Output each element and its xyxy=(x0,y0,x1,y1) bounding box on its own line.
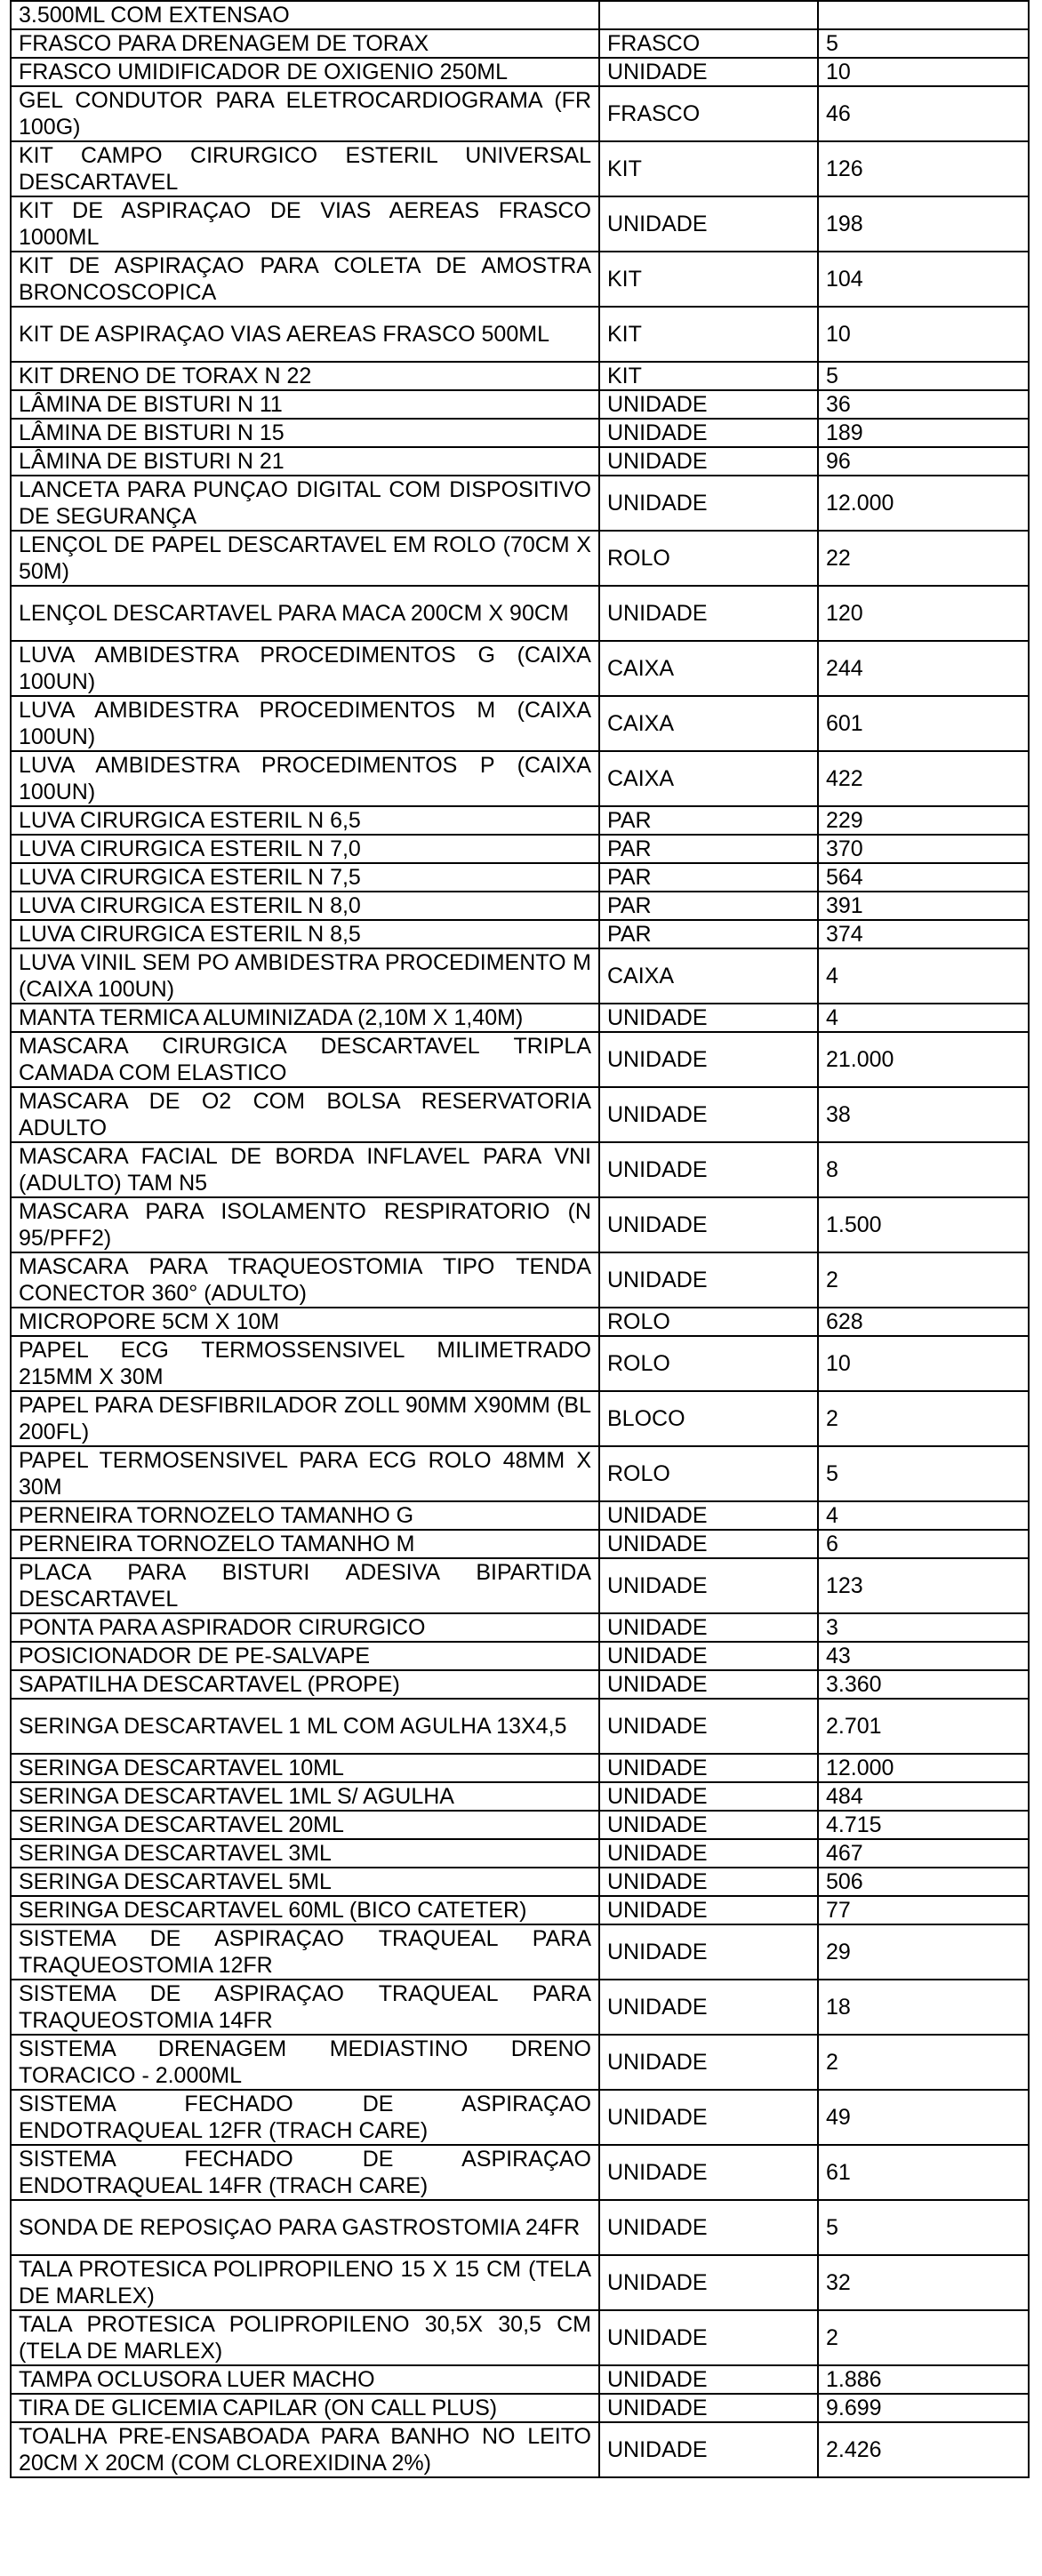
item-description-cell: MASCARA CIRURGICA DESCARTAVEL TRIPLA CAMADA COM ELASTICO xyxy=(11,1032,599,1087)
item-quantity-cell: 2 xyxy=(818,2035,1029,2090)
item-quantity-cell: 46 xyxy=(818,86,1029,141)
table-row xyxy=(11,476,1029,531)
item-description-cell: SERINGA DESCARTAVEL 3ML xyxy=(11,1839,599,1868)
item-unit-cell: KIT xyxy=(599,307,818,362)
item-description-cell: LUVA CIRURGICA ESTERIL N 7,0 xyxy=(11,835,599,863)
item-quantity-cell: 564 xyxy=(818,863,1029,892)
item-unit-cell: UNIDADE xyxy=(599,1087,818,1142)
item-quantity-cell: 5 xyxy=(818,362,1029,390)
item-unit-cell: UNIDADE xyxy=(599,1896,818,1924)
item-description-cell: SISTEMA DE ASPIRAÇAO TRAQUEAL PARA TRAQUEOSTOMIA 14FR xyxy=(11,1980,599,2035)
item-unit-cell: KIT xyxy=(599,141,818,196)
table-row xyxy=(11,696,1029,751)
table-row xyxy=(11,920,1029,948)
table-row xyxy=(11,1308,1029,1336)
item-unit-cell: PAR xyxy=(599,806,818,835)
item-quantity-cell: 77 xyxy=(818,1896,1029,1924)
item-quantity-cell: 38 xyxy=(818,1087,1029,1142)
table-row xyxy=(11,1,1029,29)
item-unit-cell: KIT xyxy=(599,362,818,390)
item-unit-cell: UNIDADE xyxy=(599,2365,818,2394)
item-quantity-cell: 126 xyxy=(818,141,1029,196)
item-quantity-cell: 43 xyxy=(818,1642,1029,1670)
item-unit-cell: UNIDADE xyxy=(599,2310,818,2365)
item-unit-cell: UNIDADE xyxy=(599,1142,818,1197)
table-row xyxy=(11,1501,1029,1530)
item-description-cell: FRASCO PARA DRENAGEM DE TORAX xyxy=(11,29,599,58)
item-unit-cell: UNIDADE xyxy=(599,1839,818,1868)
item-description-cell: TIRA DE GLICEMIA CAPILAR (ON CALL PLUS) xyxy=(11,2394,599,2422)
item-quantity-cell: 4 xyxy=(818,1004,1029,1032)
item-quantity-cell: 2 xyxy=(818,1391,1029,1446)
item-quantity-cell: 2 xyxy=(818,1252,1029,1308)
item-quantity-cell: 2.426 xyxy=(818,2422,1029,2477)
item-unit-cell: ROLO xyxy=(599,1336,818,1391)
item-description-cell: LUVA AMBIDESTRA PROCEDIMENTOS G (CAIXA 100UN) xyxy=(11,641,599,696)
table-row xyxy=(11,196,1029,252)
table-row xyxy=(11,447,1029,476)
item-unit-cell xyxy=(599,1,818,29)
item-quantity-cell: 10 xyxy=(818,1336,1029,1391)
table-row xyxy=(11,1142,1029,1197)
item-quantity-cell: 5 xyxy=(818,2200,1029,2255)
table-row xyxy=(11,2394,1029,2422)
item-quantity-cell: 49 xyxy=(818,2090,1029,2145)
item-description-cell: TALA PROTESICA POLIPROPILENO 15 X 15 CM (TELA DE MARLEX) xyxy=(11,2255,599,2310)
item-description-cell: LÂMINA DE BISTURI N 11 xyxy=(11,390,599,419)
item-quantity-cell: 8 xyxy=(818,1142,1029,1197)
table-row xyxy=(11,586,1029,641)
item-description-cell: SERINGA DESCARTAVEL 20ML xyxy=(11,1811,599,1839)
table-row xyxy=(11,1754,1029,1782)
item-unit-cell: ROLO xyxy=(599,1446,818,1501)
item-unit-cell: CAIXA xyxy=(599,751,818,806)
table-row xyxy=(11,2365,1029,2394)
table-row xyxy=(11,29,1029,58)
table-row xyxy=(11,2035,1029,2090)
table-row xyxy=(11,2090,1029,2145)
item-description-cell: LENÇOL DESCARTAVEL PARA MACA 200CM X 90CM xyxy=(11,586,599,641)
item-description-cell: LÂMINA DE BISTURI N 15 xyxy=(11,419,599,447)
item-unit-cell: UNIDADE xyxy=(599,1032,818,1087)
item-description-cell: LUVA CIRURGICA ESTERIL N 8,5 xyxy=(11,920,599,948)
item-unit-cell: PAR xyxy=(599,892,818,920)
item-unit-cell: CAIXA xyxy=(599,696,818,751)
item-description-cell: PLACA PARA BISTURI ADESIVA BIPARTIDA DESCARTAVEL xyxy=(11,1558,599,1613)
item-description-cell: SISTEMA FECHADO DE ASPIRAÇAO ENDOTRAQUEAL 12FR (TRACH CARE) xyxy=(11,2090,599,2145)
item-quantity-cell: 21.000 xyxy=(818,1032,1029,1087)
table-row xyxy=(11,751,1029,806)
item-quantity-cell: 628 xyxy=(818,1308,1029,1336)
item-unit-cell: PAR xyxy=(599,920,818,948)
item-description-cell: KIT DE ASPIRAÇAO DE VIAS AEREAS FRASCO 1000ML xyxy=(11,196,599,252)
item-description-cell: SISTEMA DRENAGEM MEDIASTINO DRENO TORACICO - 2.000ML xyxy=(11,2035,599,2090)
item-quantity-cell: 2.701 xyxy=(818,1699,1029,1754)
table-row xyxy=(11,806,1029,835)
table-row xyxy=(11,390,1029,419)
table-row xyxy=(11,141,1029,196)
item-unit-cell: FRASCO xyxy=(599,86,818,141)
table-row xyxy=(11,1004,1029,1032)
item-quantity-cell: 36 xyxy=(818,390,1029,419)
table-row xyxy=(11,531,1029,586)
item-description-cell: TOALHA PRE-ENSABOADA PARA BANHO NO LEITO 20CM X 20CM (COM CLOREXIDINA 2%) xyxy=(11,2422,599,2477)
item-quantity-cell: 244 xyxy=(818,641,1029,696)
item-description-cell: SAPATILHA DESCARTAVEL (PROPE) xyxy=(11,1670,599,1699)
table-row xyxy=(11,2310,1029,2365)
item-unit-cell: UNIDADE xyxy=(599,1868,818,1896)
item-unit-cell: UNIDADE xyxy=(599,1197,818,1252)
item-quantity-cell: 198 xyxy=(818,196,1029,252)
item-description-cell: SERINGA DESCARTAVEL 1 ML COM AGULHA 13X4,5 xyxy=(11,1699,599,1754)
table-row xyxy=(11,419,1029,447)
item-description-cell: SISTEMA FECHADO DE ASPIRAÇAO ENDOTRAQUEAL 14FR (TRACH CARE) xyxy=(11,2145,599,2200)
item-quantity-cell: 96 xyxy=(818,447,1029,476)
item-unit-cell: PAR xyxy=(599,835,818,863)
item-description-cell: KIT DE ASPIRAÇAO PARA COLETA DE AMOSTRA BRONCOSCOPICA xyxy=(11,252,599,307)
item-description-cell: LÂMINA DE BISTURI N 21 xyxy=(11,447,599,476)
item-unit-cell: UNIDADE xyxy=(599,2090,818,2145)
item-quantity-cell: 1.500 xyxy=(818,1197,1029,1252)
item-quantity-cell: 1.886 xyxy=(818,2365,1029,2394)
item-description-cell: PERNEIRA TORNOZELO TAMANHO G xyxy=(11,1501,599,1530)
item-description-cell: LANCETA PARA PUNÇAO DIGITAL COM DISPOSITIVO DE SEGURANÇA xyxy=(11,476,599,531)
item-quantity-cell: 189 xyxy=(818,419,1029,447)
item-unit-cell: PAR xyxy=(599,863,818,892)
item-quantity-cell: 18 xyxy=(818,1980,1029,2035)
item-unit-cell: UNIDADE xyxy=(599,1558,818,1613)
item-description-cell: SONDA DE REPOSIÇAO PARA GASTROSTOMIA 24FR xyxy=(11,2200,599,2255)
item-quantity-cell: 10 xyxy=(818,307,1029,362)
item-description-cell: LUVA CIRURGICA ESTERIL N 8,0 xyxy=(11,892,599,920)
item-unit-cell: UNIDADE xyxy=(599,419,818,447)
item-description-cell: LUVA CIRURGICA ESTERIL N 7,5 xyxy=(11,863,599,892)
item-description-cell: PAPEL PARA DESFIBRILADOR ZOLL 90MM X90MM (BL 200FL) xyxy=(11,1391,599,1446)
table-row xyxy=(11,1642,1029,1670)
item-description-cell: MICROPORE 5CM X 10M xyxy=(11,1308,599,1336)
item-quantity-cell: 104 xyxy=(818,252,1029,307)
item-quantity-cell: 370 xyxy=(818,835,1029,863)
item-quantity-cell: 422 xyxy=(818,751,1029,806)
table-row xyxy=(11,1811,1029,1839)
item-unit-cell: UNIDADE xyxy=(599,1004,818,1032)
item-quantity-cell: 484 xyxy=(818,1782,1029,1811)
item-quantity-cell: 5 xyxy=(818,29,1029,58)
item-description-cell: KIT DRENO DE TORAX N 22 xyxy=(11,362,599,390)
table-row xyxy=(11,835,1029,863)
item-description-cell: LENÇOL DE PAPEL DESCARTAVEL EM ROLO (70CM X 50M) xyxy=(11,531,599,586)
table-row xyxy=(11,2255,1029,2310)
item-unit-cell: UNIDADE xyxy=(599,1754,818,1782)
item-description-cell: SERINGA DESCARTAVEL 60ML (BICO CATETER) xyxy=(11,1896,599,1924)
table-row xyxy=(11,2422,1029,2477)
item-quantity-cell: 61 xyxy=(818,2145,1029,2200)
item-unit-cell: KIT xyxy=(599,252,818,307)
item-quantity-cell: 12.000 xyxy=(818,476,1029,531)
item-quantity-cell: 506 xyxy=(818,1868,1029,1896)
inventory-table xyxy=(10,0,1030,2478)
item-description-cell: PERNEIRA TORNOZELO TAMANHO M xyxy=(11,1530,599,1558)
item-description-cell: LUVA AMBIDESTRA PROCEDIMENTOS P (CAIXA 100UN) xyxy=(11,751,599,806)
item-unit-cell: CAIXA xyxy=(599,948,818,1004)
inventory-table-body xyxy=(11,1,1029,2477)
item-quantity-cell: 120 xyxy=(818,586,1029,641)
item-quantity-cell: 123 xyxy=(818,1558,1029,1613)
table-row xyxy=(11,1558,1029,1613)
table-row xyxy=(11,86,1029,141)
table-row xyxy=(11,1391,1029,1446)
item-description-cell: SERINGA DESCARTAVEL 10ML xyxy=(11,1754,599,1782)
item-unit-cell: FRASCO xyxy=(599,29,818,58)
table-row xyxy=(11,1252,1029,1308)
item-unit-cell: UNIDADE xyxy=(599,2200,818,2255)
item-unit-cell: UNIDADE xyxy=(599,196,818,252)
item-description-cell: LUVA CIRURGICA ESTERIL N 6,5 xyxy=(11,806,599,835)
item-unit-cell: UNIDADE xyxy=(599,1782,818,1811)
item-unit-cell: UNIDADE xyxy=(599,476,818,531)
table-row xyxy=(11,1087,1029,1142)
item-unit-cell: UNIDADE xyxy=(599,2255,818,2310)
item-description-cell: SERINGA DESCARTAVEL 5ML xyxy=(11,1868,599,1896)
item-quantity-cell: 467 xyxy=(818,1839,1029,1868)
item-description-cell: GEL CONDUTOR PARA ELETROCARDIOGRAMA (FR 100G) xyxy=(11,86,599,141)
table-row xyxy=(11,1924,1029,1980)
table-row xyxy=(11,58,1029,86)
item-quantity-cell: 4.715 xyxy=(818,1811,1029,1839)
table-row xyxy=(11,641,1029,696)
table-row xyxy=(11,1530,1029,1558)
item-unit-cell: UNIDADE xyxy=(599,1670,818,1699)
item-unit-cell: ROLO xyxy=(599,1308,818,1336)
item-quantity-cell: 374 xyxy=(818,920,1029,948)
table-row xyxy=(11,2200,1029,2255)
table-row xyxy=(11,1197,1029,1252)
item-quantity-cell: 2 xyxy=(818,2310,1029,2365)
item-description-cell: 3.500ML COM EXTENSAO xyxy=(11,1,599,29)
table-row xyxy=(11,1699,1029,1754)
item-unit-cell: UNIDADE xyxy=(599,1530,818,1558)
item-description-cell: PAPEL TERMOSENSIVEL PARA ECG ROLO 48MM X 30M xyxy=(11,1446,599,1501)
item-unit-cell: UNIDADE xyxy=(599,1642,818,1670)
item-quantity-cell: 4 xyxy=(818,948,1029,1004)
item-description-cell: MASCARA PARA TRAQUEOSTOMIA TIPO TENDA CONECTOR 360° (ADULTO) xyxy=(11,1252,599,1308)
item-description-cell: MASCARA DE O2 COM BOLSA RESERVATORIA ADULTO xyxy=(11,1087,599,1142)
item-unit-cell: UNIDADE xyxy=(599,1924,818,1980)
table-row xyxy=(11,1670,1029,1699)
table-row xyxy=(11,863,1029,892)
item-description-cell: TALA PROTESICA POLIPROPILENO 30,5X 30,5 CM (TELA DE MARLEX) xyxy=(11,2310,599,2365)
table-row xyxy=(11,1782,1029,1811)
table-row xyxy=(11,1336,1029,1391)
item-unit-cell: UNIDADE xyxy=(599,586,818,641)
item-quantity-cell: 29 xyxy=(818,1924,1029,1980)
table-row xyxy=(11,1446,1029,1501)
table-row xyxy=(11,948,1029,1004)
item-quantity-cell: 9.699 xyxy=(818,2394,1029,2422)
item-quantity-cell: 22 xyxy=(818,531,1029,586)
item-unit-cell: UNIDADE xyxy=(599,390,818,419)
item-quantity-cell: 32 xyxy=(818,2255,1029,2310)
item-quantity-cell: 229 xyxy=(818,806,1029,835)
item-quantity-cell: 5 xyxy=(818,1446,1029,1501)
item-unit-cell: UNIDADE xyxy=(599,1252,818,1308)
item-description-cell: MASCARA FACIAL DE BORDA INFLAVEL PARA VNI (ADULTO) TAM N5 xyxy=(11,1142,599,1197)
item-quantity-cell xyxy=(818,1,1029,29)
item-unit-cell: UNIDADE xyxy=(599,1613,818,1642)
item-description-cell: MASCARA PARA ISOLAMENTO RESPIRATORIO (N 95/PFF2) xyxy=(11,1197,599,1252)
item-description-cell: PAPEL ECG TERMOSSENSIVEL MILIMETRADO 215MM X 30M xyxy=(11,1336,599,1391)
item-quantity-cell: 4 xyxy=(818,1501,1029,1530)
item-description-cell: KIT CAMPO CIRURGICO ESTERIL UNIVERSAL DESCARTAVEL xyxy=(11,141,599,196)
table-row xyxy=(11,362,1029,390)
item-unit-cell: UNIDADE xyxy=(599,2035,818,2090)
item-quantity-cell: 3.360 xyxy=(818,1670,1029,1699)
item-quantity-cell: 6 xyxy=(818,1530,1029,1558)
item-description-cell: SISTEMA DE ASPIRAÇAO TRAQUEAL PARA TRAQUEOSTOMIA 12FR xyxy=(11,1924,599,1980)
item-quantity-cell: 10 xyxy=(818,58,1029,86)
item-unit-cell: CAIXA xyxy=(599,641,818,696)
table-row xyxy=(11,1613,1029,1642)
item-unit-cell: UNIDADE xyxy=(599,2422,818,2477)
table-row xyxy=(11,1980,1029,2035)
item-unit-cell: UNIDADE xyxy=(599,1980,818,2035)
table-row xyxy=(11,1839,1029,1868)
item-unit-cell: UNIDADE xyxy=(599,2394,818,2422)
item-description-cell: FRASCO UMIDIFICADOR DE OXIGENIO 250ML xyxy=(11,58,599,86)
item-unit-cell: UNIDADE xyxy=(599,2145,818,2200)
item-unit-cell: UNIDADE xyxy=(599,1811,818,1839)
item-quantity-cell: 391 xyxy=(818,892,1029,920)
item-description-cell: KIT DE ASPIRAÇAO VIAS AEREAS FRASCO 500ML xyxy=(11,307,599,362)
item-unit-cell: UNIDADE xyxy=(599,58,818,86)
item-description-cell: PONTA PARA ASPIRADOR CIRURGICO xyxy=(11,1613,599,1642)
item-description-cell: MANTA TERMICA ALUMINIZADA (2,10M X 1,40M) xyxy=(11,1004,599,1032)
item-description-cell: TAMPA OCLUSORA LUER MACHO xyxy=(11,2365,599,2394)
item-unit-cell: UNIDADE xyxy=(599,447,818,476)
table-row xyxy=(11,1868,1029,1896)
item-description-cell: POSICIONADOR DE PE-SALVAPE xyxy=(11,1642,599,1670)
item-description-cell: LUVA AMBIDESTRA PROCEDIMENTOS M (CAIXA 100UN) xyxy=(11,696,599,751)
item-unit-cell: BLOCO xyxy=(599,1391,818,1446)
item-unit-cell: UNIDADE xyxy=(599,1501,818,1530)
item-unit-cell: UNIDADE xyxy=(599,1699,818,1754)
table-row xyxy=(11,1032,1029,1087)
item-quantity-cell: 3 xyxy=(818,1613,1029,1642)
table-row xyxy=(11,892,1029,920)
item-unit-cell: ROLO xyxy=(599,531,818,586)
table-row xyxy=(11,252,1029,307)
table-row xyxy=(11,1896,1029,1924)
item-quantity-cell: 12.000 xyxy=(818,1754,1029,1782)
table-row xyxy=(11,307,1029,362)
item-description-cell: LUVA VINIL SEM PO AMBIDESTRA PROCEDIMENTO M (CAIXA 100UN) xyxy=(11,948,599,1004)
item-description-cell: SERINGA DESCARTAVEL 1ML S/ AGULHA xyxy=(11,1782,599,1811)
table-row xyxy=(11,2145,1029,2200)
item-quantity-cell: 601 xyxy=(818,696,1029,751)
